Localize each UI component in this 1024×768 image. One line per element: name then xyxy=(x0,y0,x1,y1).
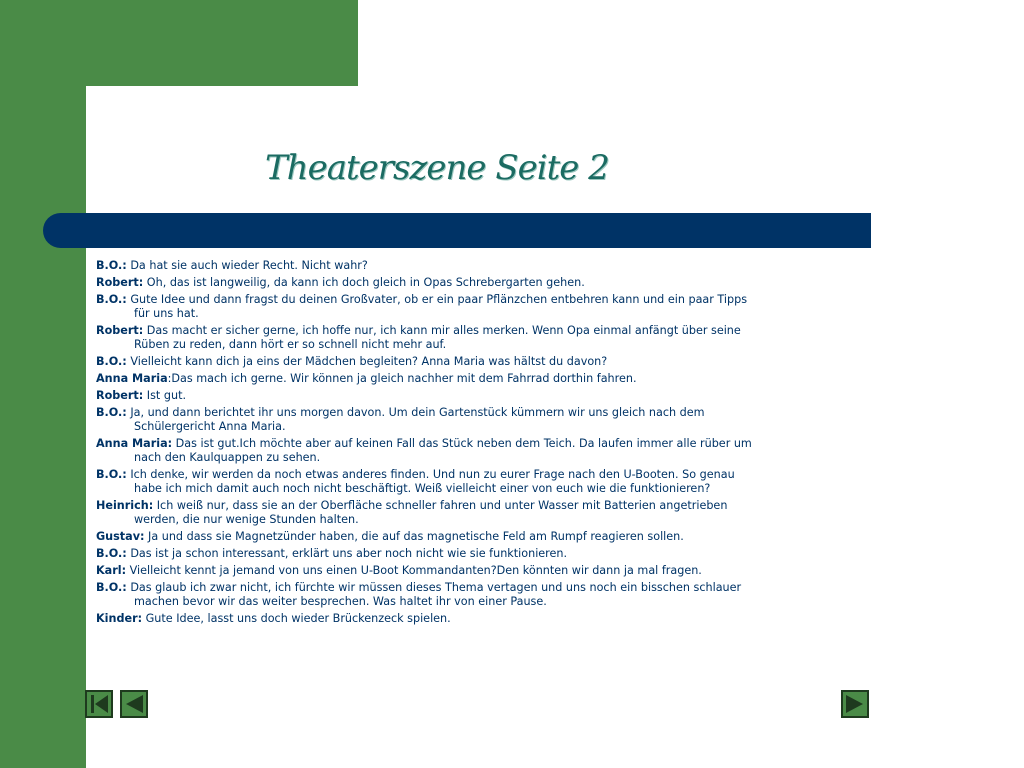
spoken-text: Gute Idee, lasst uns doch wieder Brückenzeck spielen. xyxy=(142,612,451,625)
dialogue-line xyxy=(96,437,761,465)
spoken-text: Oh, das ist langweilig, da kann ich doch gleich in Opas Schrebergarten gehen. xyxy=(143,276,585,289)
dialogue-line xyxy=(96,355,761,369)
first-slide-button[interactable] xyxy=(85,690,113,718)
dialogue-line xyxy=(96,324,761,352)
decor-green-left xyxy=(0,0,86,768)
spoken-text: Das macht er sicher gerne, ich hoffe nur, ich kann mir alles merken. Wenn Opa einmal anfängt über seine Rüben zu reden, dann hört er so schnell nicht mehr auf. xyxy=(134,324,741,351)
next-triangle-icon xyxy=(843,692,867,716)
spoken-text: Ist gut. xyxy=(143,389,187,402)
speaker-name: B.O.: xyxy=(96,406,127,419)
speaker-name: Anna Maria xyxy=(96,372,168,385)
dialogue-line xyxy=(96,530,761,544)
dialogue-line xyxy=(96,468,761,496)
previous-slide-button[interactable] xyxy=(120,690,148,718)
dialogue-line xyxy=(96,293,761,321)
title-divider-bar xyxy=(43,213,871,248)
skip-to-first-icon xyxy=(87,692,111,716)
spoken-text: Da hat sie auch wieder Recht. Nicht wahr? xyxy=(126,259,368,272)
speaker-name: B.O.: xyxy=(96,581,127,594)
next-slide-button[interactable] xyxy=(841,690,869,718)
spoken-text: Ich weiß nur, dass sie an der Oberfläche schneller fahren und unter Wasser mit Batterien angetrieben werden, die nur wenige Stunden halten. xyxy=(134,499,728,526)
spoken-text: Ja und dass sie Magnetzünder haben, die auf das magnetische Feld am Rumpf reagieren sollen. xyxy=(144,530,684,543)
dialogue-text xyxy=(96,259,761,629)
dialogue-line xyxy=(96,581,761,609)
dialogue-line xyxy=(96,389,761,403)
speaker-name: B.O.: xyxy=(96,293,127,306)
speaker-name: B.O.: xyxy=(96,355,127,368)
dialogue-line xyxy=(96,612,761,626)
dialogue-line xyxy=(96,547,761,561)
spoken-text: Vielleicht kennt ja jemand von uns einen U-Boot Kommandanten?Den könnten wir dann ja mal fragen. xyxy=(126,564,702,577)
spoken-text: Das ist gut.Ich möchte aber auf keinen Fall das Stück neben dem Teich. Da laufen immer alle rüber um nach den Kaulquappen zu sehen. xyxy=(134,437,752,464)
speaker-name: Karl: xyxy=(96,564,127,577)
speaker-name: Robert: xyxy=(96,276,144,289)
speaker-name: Robert: xyxy=(96,389,144,402)
spoken-text: Gute Idee und dann fragst du deinen Großvater, ob er ein paar Pflänzchen entbehren kann und ein paar Tipps für uns hat. xyxy=(126,293,748,320)
speaker-name: Gustav: xyxy=(96,530,145,543)
speaker-name: Robert: xyxy=(96,324,144,337)
spoken-text: Das glaub ich zwar nicht, ich fürchte wir müssen dieses Thema vertagen und uns noch ein bisschen schlauer machen bevor wir das weiter besprechen. Was haltet ihr von einer Pause. xyxy=(126,581,742,608)
spoken-text: Das ist ja schon interessant, erklärt uns aber noch nicht wie sie funktionieren. xyxy=(126,547,568,560)
dialogue-line xyxy=(96,564,761,578)
spoken-text: :Das mach ich gerne. Wir können ja gleich nachher mit dem Fahrrad dorthin fahren. xyxy=(167,372,637,385)
speaker-name: Heinrich: xyxy=(96,499,154,512)
dialogue-line xyxy=(96,372,761,386)
speaker-name: B.O.: xyxy=(96,468,127,481)
previous-triangle-icon xyxy=(122,692,146,716)
speaker-name: Kinder: xyxy=(96,612,143,625)
dialogue-line xyxy=(96,406,761,434)
speaker-name: Anna Maria: xyxy=(96,437,173,450)
spoken-text: Ja, und dann berichtet ihr uns morgen davon. Um dein Gartenstück kümmern wir uns gleich nach dem Schülergericht Anna Maria. xyxy=(126,406,705,433)
dialogue-line xyxy=(96,499,761,527)
speaker-name: B.O.: xyxy=(96,547,127,560)
slide-title: Theaterszene Seite 2 xyxy=(265,148,609,188)
spoken-text: Vielleicht kann dich ja eins der Mädchen begleiten? Anna Maria was hältst du davon? xyxy=(126,355,608,368)
dialogue-line xyxy=(96,276,761,290)
spoken-text: Ich denke, wir werden da noch etwas anderes finden. Und nun zu eurer Frage nach den U-Booten. So genau habe ich mich damit auch noch nicht beschäftigt. Weiß vielleicht einer von euch wie die funktionieren? xyxy=(126,468,735,495)
dialogue-line xyxy=(96,259,761,273)
decor-rounded-corner xyxy=(86,86,146,146)
speaker-name: B.O.: xyxy=(96,259,127,272)
